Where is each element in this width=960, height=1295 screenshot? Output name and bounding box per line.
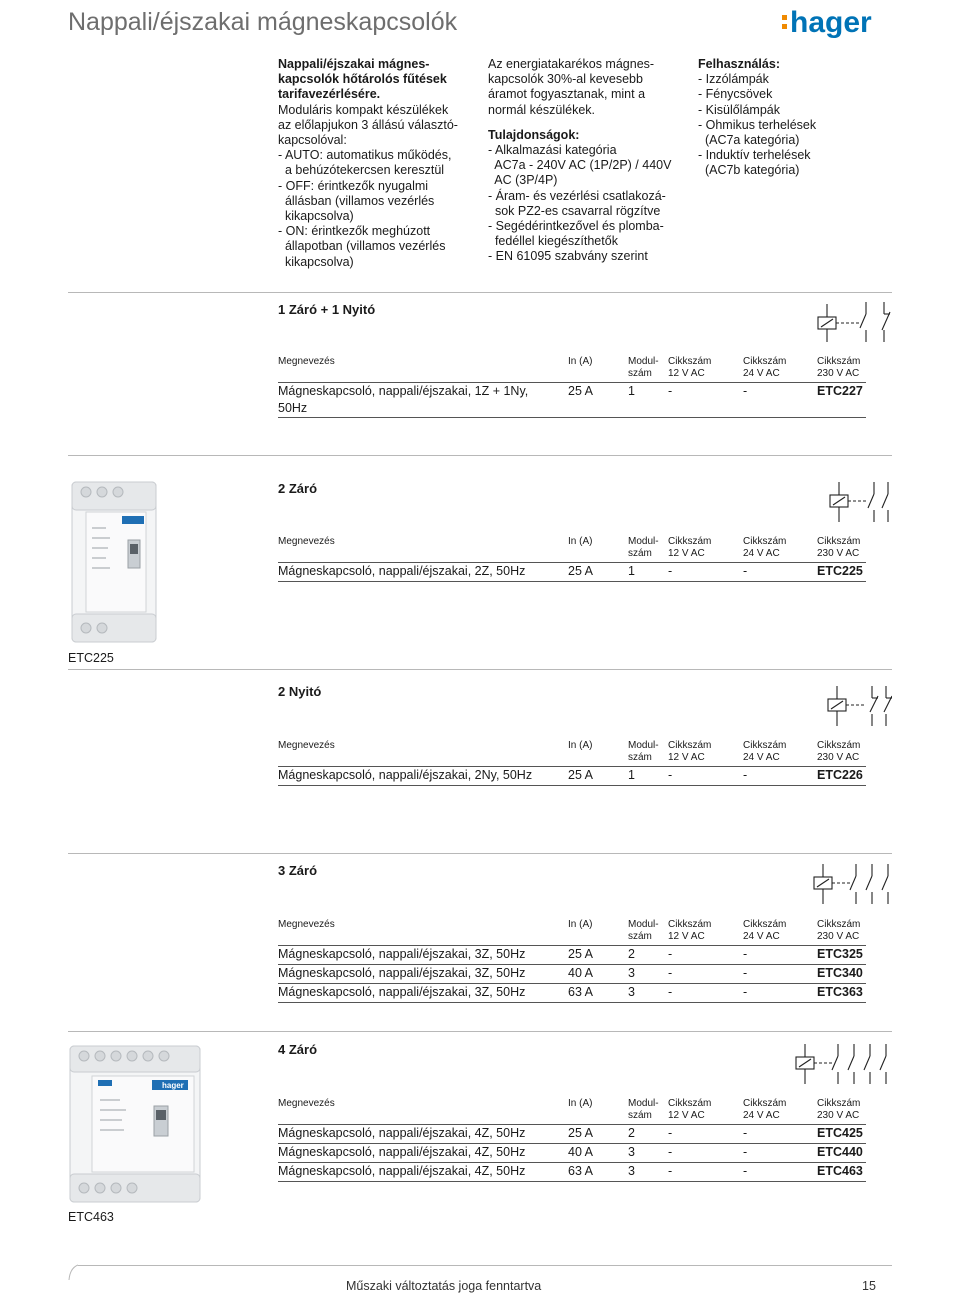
header-line: 24 V AC bbox=[743, 1110, 780, 1121]
caption-etc463: ETC463 bbox=[68, 1210, 114, 1224]
wiring-symbol-4z bbox=[788, 1040, 892, 1090]
header-line: 230 V AC bbox=[817, 548, 860, 559]
ref-12v: - bbox=[668, 767, 743, 786]
ref-230v: ETC325 bbox=[817, 946, 866, 965]
header-line: 12 V AC bbox=[668, 931, 705, 942]
rated-current: 63 A bbox=[568, 984, 628, 1003]
text-line: AC (3P/4P) bbox=[488, 173, 558, 188]
ref-230v: ETC226 bbox=[817, 767, 866, 786]
header-line: szám bbox=[628, 752, 652, 763]
footer-curve bbox=[66, 1262, 82, 1282]
ref-230v: ETC440 bbox=[817, 1144, 866, 1163]
header-line: 12 V AC bbox=[668, 548, 705, 559]
header-line: Modul- bbox=[628, 356, 659, 367]
table-header-230v bbox=[817, 1098, 866, 1125]
ref-230v: ETC463 bbox=[817, 1163, 866, 1182]
text-line: - Alkalmazási kategória bbox=[488, 143, 617, 158]
text-line: - Fénycsövek bbox=[698, 87, 773, 102]
intro-column-1 bbox=[278, 57, 458, 270]
header-line: Cikkszám bbox=[668, 740, 712, 751]
ref-12v: - bbox=[668, 984, 743, 1003]
ref-12v: - bbox=[668, 563, 743, 582]
module-count: 3 bbox=[628, 1144, 668, 1163]
text-line: - AUTO: automatikus működés, bbox=[278, 148, 452, 163]
table-header-name bbox=[278, 1098, 568, 1125]
table-row bbox=[278, 767, 866, 786]
header-line: 12 V AC bbox=[668, 368, 705, 379]
table-header-24v bbox=[743, 356, 817, 383]
table-header-in bbox=[568, 1098, 628, 1125]
header-line: szám bbox=[628, 548, 652, 559]
header-line: szám bbox=[628, 1110, 652, 1121]
header-line: 24 V AC bbox=[743, 548, 780, 559]
header-line: Cikkszám bbox=[668, 919, 712, 930]
text-line: kapcsolók hőtárolós fűtések bbox=[278, 72, 447, 87]
text-line: Moduláris kompakt készülékek bbox=[278, 102, 449, 117]
table-row bbox=[278, 383, 866, 418]
ref-12v: - bbox=[668, 1125, 743, 1144]
product-name-line: Mágneskapcsoló, nappali/éjszakai, 4Z, 50Hz bbox=[278, 1164, 526, 1178]
ref-230v: ETC363 bbox=[817, 984, 866, 1003]
ref-230v: ETC425 bbox=[817, 1125, 866, 1144]
header-line: Cikkszám bbox=[743, 356, 787, 367]
ref-230v: ETC225 bbox=[817, 563, 866, 582]
header-line: Modul- bbox=[628, 536, 659, 547]
text-line: állásban (villamos vezérlés bbox=[278, 193, 435, 208]
device-brand-label: hager bbox=[162, 1081, 184, 1090]
header-line: 230 V AC bbox=[817, 1110, 860, 1121]
divider bbox=[68, 669, 892, 670]
section-title-4z: 4 Záró bbox=[278, 1042, 318, 1057]
product-name-line: Mágneskapcsoló, nappali/éjszakai, 1Z + 1Ny, bbox=[278, 384, 529, 398]
usage-heading: Felhasználás: bbox=[698, 57, 780, 71]
text-line: (AC7b kategória) bbox=[698, 163, 800, 178]
module-count: 1 bbox=[628, 383, 668, 418]
product-name-line: Mágneskapcsoló, nappali/éjszakai, 3Z, 50Hz bbox=[278, 947, 526, 961]
product-name bbox=[278, 984, 568, 1003]
header-line: Cikkszám bbox=[668, 536, 712, 547]
module-count: 3 bbox=[628, 1163, 668, 1182]
text-line: normál készülékek. bbox=[488, 102, 595, 117]
logo-wordmark: hager bbox=[790, 6, 872, 39]
header-line: In (A) bbox=[568, 919, 593, 930]
header-line: Cikkszám bbox=[817, 536, 861, 547]
table-row bbox=[278, 1125, 866, 1144]
wiring-symbol-2z bbox=[820, 478, 892, 528]
table-header-24v bbox=[743, 919, 817, 946]
product-name bbox=[278, 563, 568, 582]
header-line: Cikkszám bbox=[817, 356, 861, 367]
ref-24v: - bbox=[743, 965, 817, 984]
text-line: a behúzótekercsen keresztül bbox=[278, 163, 445, 178]
text-line: - OFF: érintkezők nyugalmi bbox=[278, 178, 429, 193]
table-header-in bbox=[568, 919, 628, 946]
intro-column-3 bbox=[698, 57, 816, 179]
table-row bbox=[278, 984, 866, 1003]
table-header-modul bbox=[628, 740, 668, 767]
ref-24v: - bbox=[743, 1163, 817, 1182]
table-header-230v bbox=[817, 919, 866, 946]
header-line: Megnevezés bbox=[278, 919, 335, 930]
text-line: áramot fogyasztanak, mint a bbox=[488, 87, 646, 102]
footer-divider bbox=[78, 1265, 892, 1266]
hager-logo bbox=[780, 4, 880, 40]
rated-current: 25 A bbox=[568, 563, 628, 582]
table-header-modul bbox=[628, 919, 668, 946]
product-name-line: 50Hz bbox=[278, 401, 308, 415]
ref-24v: - bbox=[743, 383, 817, 418]
text-line: - Áram- és vezérlési csatlakozá- bbox=[488, 188, 666, 203]
product-name bbox=[278, 1125, 568, 1144]
product-name bbox=[278, 946, 568, 965]
table-header-name bbox=[278, 919, 568, 946]
header-line: Cikkszám bbox=[743, 536, 787, 547]
header-line: Megnevezés bbox=[278, 740, 335, 751]
product-image-etc463 bbox=[66, 1040, 206, 1208]
product-name-line: Mágneskapcsoló, nappali/éjszakai, 2Ny, 50Hz bbox=[278, 768, 533, 782]
header-line: Cikkszám bbox=[817, 740, 861, 751]
header-line: 24 V AC bbox=[743, 368, 780, 379]
ref-24v: - bbox=[743, 1125, 817, 1144]
product-name-line: Mágneskapcsoló, nappali/éjszakai, 4Z, 50Hz bbox=[278, 1145, 526, 1159]
header-line: Cikkszám bbox=[817, 1098, 861, 1109]
product-name bbox=[278, 1163, 568, 1182]
header-line: Megnevezés bbox=[278, 536, 335, 547]
section-title-2z: 2 Záró bbox=[278, 481, 318, 496]
text-line: - Ohmikus terhelések bbox=[698, 117, 817, 132]
ref-12v: - bbox=[668, 965, 743, 984]
module-count: 2 bbox=[628, 946, 668, 965]
table-header-24v bbox=[743, 740, 817, 767]
product-name bbox=[278, 383, 568, 418]
product-table-2ny bbox=[278, 740, 866, 786]
product-name-line: Mágneskapcsoló, nappali/éjszakai, 3Z, 50Hz bbox=[278, 966, 526, 980]
table-header-name bbox=[278, 356, 568, 383]
section-title-2ny: 2 Nyitó bbox=[278, 684, 322, 699]
page-title: Nappali/éjszakai mágneskapcsolók bbox=[68, 8, 458, 36]
text-line: - Segédérintkezővel és plomba- bbox=[488, 219, 664, 234]
text-line: - Kisülőlámpák bbox=[698, 102, 780, 117]
header-line: 24 V AC bbox=[743, 752, 780, 763]
product-name bbox=[278, 767, 568, 786]
text-line: kikapcsolva) bbox=[278, 209, 354, 224]
text-line: Az energiatakarékos mágnes- bbox=[488, 57, 655, 71]
header-line: Cikkszám bbox=[743, 919, 787, 930]
wiring-symbol-1z1ny bbox=[810, 296, 892, 346]
footer-note: Műszaki változtatás joga fenntartva bbox=[346, 1279, 542, 1293]
ref-230v: ETC227 bbox=[817, 383, 866, 418]
header-line: Cikkszám bbox=[817, 919, 861, 930]
header-line: Cikkszám bbox=[743, 740, 787, 751]
product-table-2z bbox=[278, 536, 866, 582]
table-header-24v bbox=[743, 1098, 817, 1125]
header-line: Megnevezés bbox=[278, 1098, 335, 1109]
divider bbox=[68, 853, 892, 854]
table-header-in bbox=[568, 356, 628, 383]
header-line: In (A) bbox=[568, 356, 593, 367]
text-line: - EN 61095 szabvány szerint bbox=[488, 249, 648, 264]
table-row bbox=[278, 965, 866, 984]
header-line: In (A) bbox=[568, 536, 593, 547]
table-row bbox=[278, 1163, 866, 1182]
ref-24v: - bbox=[743, 767, 817, 786]
rated-current: 25 A bbox=[568, 1125, 628, 1144]
section-title-3z: 3 Záró bbox=[278, 863, 318, 878]
product-image-etc225 bbox=[66, 478, 162, 650]
header-line: Megnevezés bbox=[278, 356, 335, 367]
text-line: kapcsolók 30%-al kevesebb bbox=[488, 72, 643, 87]
table-header-in bbox=[568, 536, 628, 563]
product-table-3z bbox=[278, 919, 866, 1003]
table-row bbox=[278, 1144, 866, 1163]
page-number: 15 bbox=[862, 1279, 876, 1293]
table-header-12v bbox=[668, 919, 743, 946]
module-count: 3 bbox=[628, 965, 668, 984]
header-line: 12 V AC bbox=[668, 752, 705, 763]
divider bbox=[68, 455, 892, 456]
header-line: szám bbox=[628, 931, 652, 942]
product-table-1z1ny bbox=[278, 356, 866, 418]
text-line: állapotban (villamos vezérlés bbox=[278, 239, 446, 254]
header-line: Modul- bbox=[628, 1098, 659, 1109]
header-line: Cikkszám bbox=[743, 1098, 787, 1109]
wiring-symbol-2ny bbox=[818, 682, 892, 732]
table-header-230v bbox=[817, 740, 866, 767]
ref-12v: - bbox=[668, 1144, 743, 1163]
header-line: 230 V AC bbox=[817, 368, 860, 379]
product-table-4z bbox=[278, 1098, 866, 1182]
text-line: kikapcsolva) bbox=[278, 254, 354, 269]
ref-12v: - bbox=[668, 383, 743, 418]
ref-24v: - bbox=[743, 1144, 817, 1163]
rated-current: 40 A bbox=[568, 965, 628, 984]
ref-12v: - bbox=[668, 1163, 743, 1182]
header-line: In (A) bbox=[568, 1098, 593, 1109]
divider bbox=[68, 1031, 892, 1032]
text-line: az előlapjukon 3 állású választó- bbox=[278, 117, 458, 132]
module-count: 2 bbox=[628, 1125, 668, 1144]
caption-etc225: ETC225 bbox=[68, 651, 114, 665]
text-line: - Induktív terhelések bbox=[698, 148, 811, 163]
table-header-name bbox=[278, 536, 568, 563]
table-header-12v bbox=[668, 1098, 743, 1125]
module-count: 3 bbox=[628, 984, 668, 1003]
product-name bbox=[278, 1144, 568, 1163]
text-line: - Izzólámpák bbox=[698, 72, 769, 87]
module-count: 1 bbox=[628, 767, 668, 786]
ref-230v: ETC340 bbox=[817, 965, 866, 984]
header-line: szám bbox=[628, 368, 652, 379]
table-header-230v bbox=[817, 536, 866, 563]
header-line: Modul- bbox=[628, 740, 659, 751]
header-line: 12 V AC bbox=[668, 1110, 705, 1121]
rated-current: 25 A bbox=[568, 383, 628, 418]
text-line: kapcsolóval: bbox=[278, 133, 347, 148]
header-line: 230 V AC bbox=[817, 931, 860, 942]
header-line: Cikkszám bbox=[668, 1098, 712, 1109]
rated-current: 40 A bbox=[568, 1144, 628, 1163]
section-title-1z1ny: 1 Záró + 1 Nyitó bbox=[278, 302, 376, 317]
header-line: 24 V AC bbox=[743, 931, 780, 942]
wiring-symbol-3z bbox=[806, 860, 892, 910]
table-header-modul bbox=[628, 536, 668, 563]
properties-heading: Tulajdonságok: bbox=[488, 127, 580, 142]
table-header-12v bbox=[668, 356, 743, 383]
table-header-modul bbox=[628, 356, 668, 383]
header-line: In (A) bbox=[568, 740, 593, 751]
table-header-12v bbox=[668, 536, 743, 563]
table-row bbox=[278, 563, 866, 582]
header-line: Modul- bbox=[628, 919, 659, 930]
text-line: fedéllel kiegészíthetők bbox=[488, 234, 618, 249]
table-header-24v bbox=[743, 536, 817, 563]
rated-current: 25 A bbox=[568, 767, 628, 786]
divider bbox=[68, 292, 892, 293]
text-line: tarifavezérlésére. bbox=[278, 87, 381, 102]
product-name-line: Mágneskapcsoló, nappali/éjszakai, 4Z, 50Hz bbox=[278, 1126, 526, 1140]
table-header-230v bbox=[817, 356, 866, 383]
ref-24v: - bbox=[743, 984, 817, 1003]
header-line: Cikkszám bbox=[668, 356, 712, 367]
rated-current: 63 A bbox=[568, 1163, 628, 1182]
table-header-modul bbox=[628, 1098, 668, 1125]
product-name bbox=[278, 965, 568, 984]
module-count: 1 bbox=[628, 563, 668, 582]
text-line: sok PZ2-es csavarral rögzítve bbox=[488, 203, 661, 218]
intro-column-2 bbox=[488, 57, 671, 265]
ref-24v: - bbox=[743, 563, 817, 582]
text-line: Nappali/éjszakai mágnes- bbox=[278, 57, 430, 71]
table-row bbox=[278, 946, 866, 965]
text-line: (AC7a kategória) bbox=[698, 133, 800, 148]
table-header-name bbox=[278, 740, 568, 767]
text-line: AC7a - 240V AC (1P/2P) / 440V bbox=[488, 158, 672, 173]
ref-24v: - bbox=[743, 946, 817, 965]
text-line: - ON: érintkezők meghúzott bbox=[278, 224, 431, 239]
header-line: 230 V AC bbox=[817, 752, 860, 763]
table-header-in bbox=[568, 740, 628, 767]
product-name-line: Mágneskapcsoló, nappali/éjszakai, 3Z, 50Hz bbox=[278, 985, 526, 999]
table-header-12v bbox=[668, 740, 743, 767]
ref-12v: - bbox=[668, 946, 743, 965]
product-name-line: Mágneskapcsoló, nappali/éjszakai, 2Z, 50Hz bbox=[278, 564, 526, 578]
rated-current: 25 A bbox=[568, 946, 628, 965]
